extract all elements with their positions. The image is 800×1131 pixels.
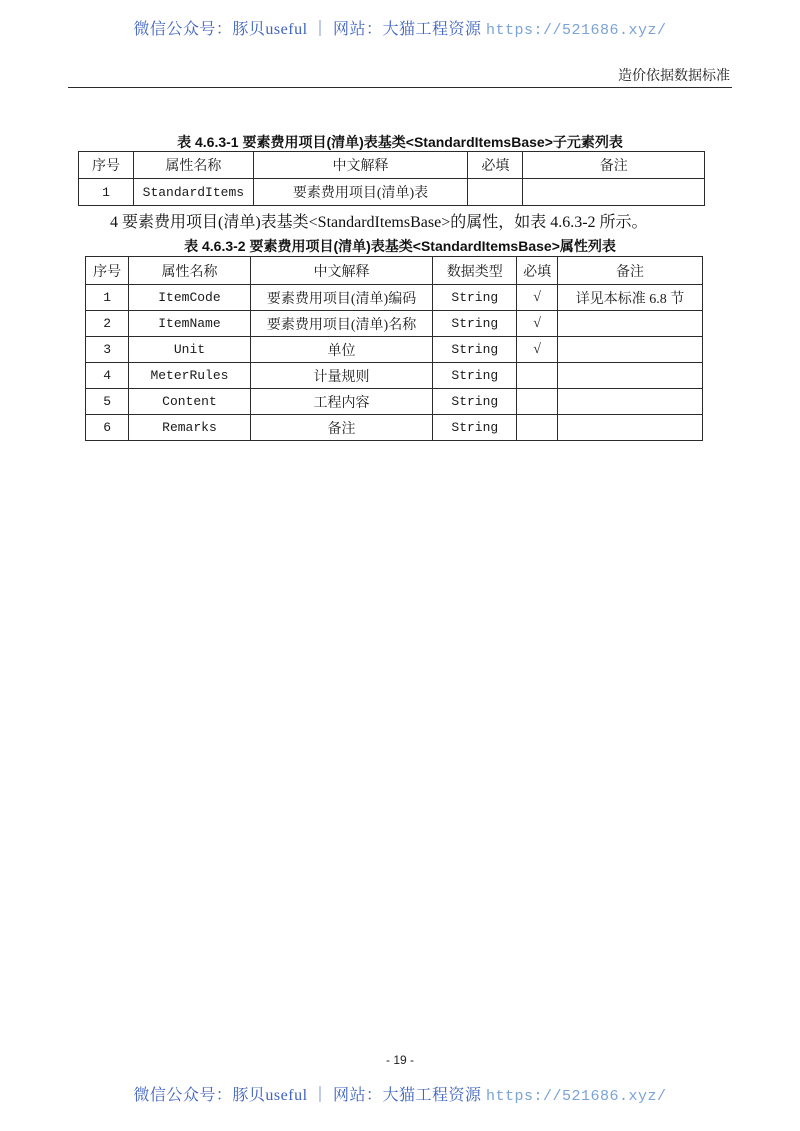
cell-required: √ [517,285,558,311]
cell-attr: Content [129,389,251,415]
cell-remark [557,337,702,363]
cell-seq: 1 [79,179,134,206]
table1-col-remark: 备注 [523,152,705,179]
cell-attr: Remarks [129,415,251,441]
cell-chinese: 备注 [250,415,433,441]
cell-required: √ [517,337,558,363]
cell-remark [523,179,705,206]
cell-datatype: String [433,415,517,441]
cell-required [517,389,558,415]
cell-remark: 详见本标准 6.8 节 [557,285,702,311]
cell-datatype: String [433,311,517,337]
table2-row [86,337,703,363]
cell-required: √ [517,311,558,337]
table1-row [79,179,705,206]
cell-remark [557,389,702,415]
table1-sub-elements [78,151,705,206]
cell-chinese: 工程内容 [250,389,433,415]
cell-datatype: String [433,337,517,363]
table2-col-attr: 属性名称 [129,257,251,285]
cell-required [468,179,523,206]
body-paragraph: 4 要素费用项目(清单)表基类<StandardItemsBase>的属性，如表 4.6.3-2 所示。 [110,214,648,231]
cell-datatype: String [433,389,517,415]
table2-attributes [85,256,703,441]
table2-row [86,311,703,337]
table2-row [86,363,703,389]
cell-attr: Unit [129,337,251,363]
cell-remark [557,311,702,337]
cell-chinese: 单位 [250,337,433,363]
header-rule [68,87,732,88]
cell-seq: 2 [86,311,129,337]
cell-seq: 1 [86,285,129,311]
promo-header [0,16,800,39]
table2-row [86,415,703,441]
table2-row [86,285,703,311]
cell-remark [557,415,702,441]
table1-header-row [79,152,705,179]
cell-attr: ItemCode [129,285,251,311]
table1-col-seq: 序号 [79,152,134,179]
table1-caption: 表 4.6.3-1 要素费用项目(清单)表基类<StandardItemsBase>子元素列表 [177,134,623,150]
promo-footer-url[interactable]: https://521686.xyz/ [486,1088,667,1105]
cell-chinese: 要素费用项目(清单)表 [253,179,468,206]
cell-attr: ItemName [129,311,251,337]
table1-col-attr: 属性名称 [134,152,254,179]
table1-col-required: 必填 [468,152,523,179]
cell-seq: 5 [86,389,129,415]
cell-datatype: String [433,363,517,389]
table2-col-required: 必填 [517,257,558,285]
cell-chinese: 计量规则 [250,363,433,389]
cell-required [517,363,558,389]
table2-row [86,389,703,415]
cell-seq: 3 [86,337,129,363]
cell-seq: 6 [86,415,129,441]
promo-footer-text: 微信公众号：豚贝useful ｜ 网站：大猫工程资源 [133,1087,482,1104]
promo-footer [0,1082,800,1105]
cell-attr: StandardItems [134,179,254,206]
cell-seq: 4 [86,363,129,389]
cell-remark [557,363,702,389]
promo-header-url[interactable]: https://521686.xyz/ [486,22,667,39]
table2-caption: 表 4.6.3-2 要素费用项目(清单)表基类<StandardItemsBase>属性列表 [184,238,616,254]
table2-col-chinese: 中文解释 [250,257,433,285]
table2-col-datatype: 数据类型 [433,257,517,285]
table1-col-chinese: 中文解释 [253,152,468,179]
table2-header-row [86,257,703,285]
cell-chinese: 要素费用项目(清单)名称 [250,311,433,337]
table2-col-remark: 备注 [557,257,702,285]
promo-header-text: 微信公众号：豚贝useful ｜ 网站：大猫工程资源 [133,21,482,38]
table2-col-seq: 序号 [86,257,129,285]
cell-attr: MeterRules [129,363,251,389]
cell-required [517,415,558,441]
running-head-title: 造价依据数据标准 [618,67,730,83]
cell-chinese: 要素费用项目(清单)编码 [250,285,433,311]
page-number: - 19 - [385,1053,414,1067]
cell-datatype: String [433,285,517,311]
